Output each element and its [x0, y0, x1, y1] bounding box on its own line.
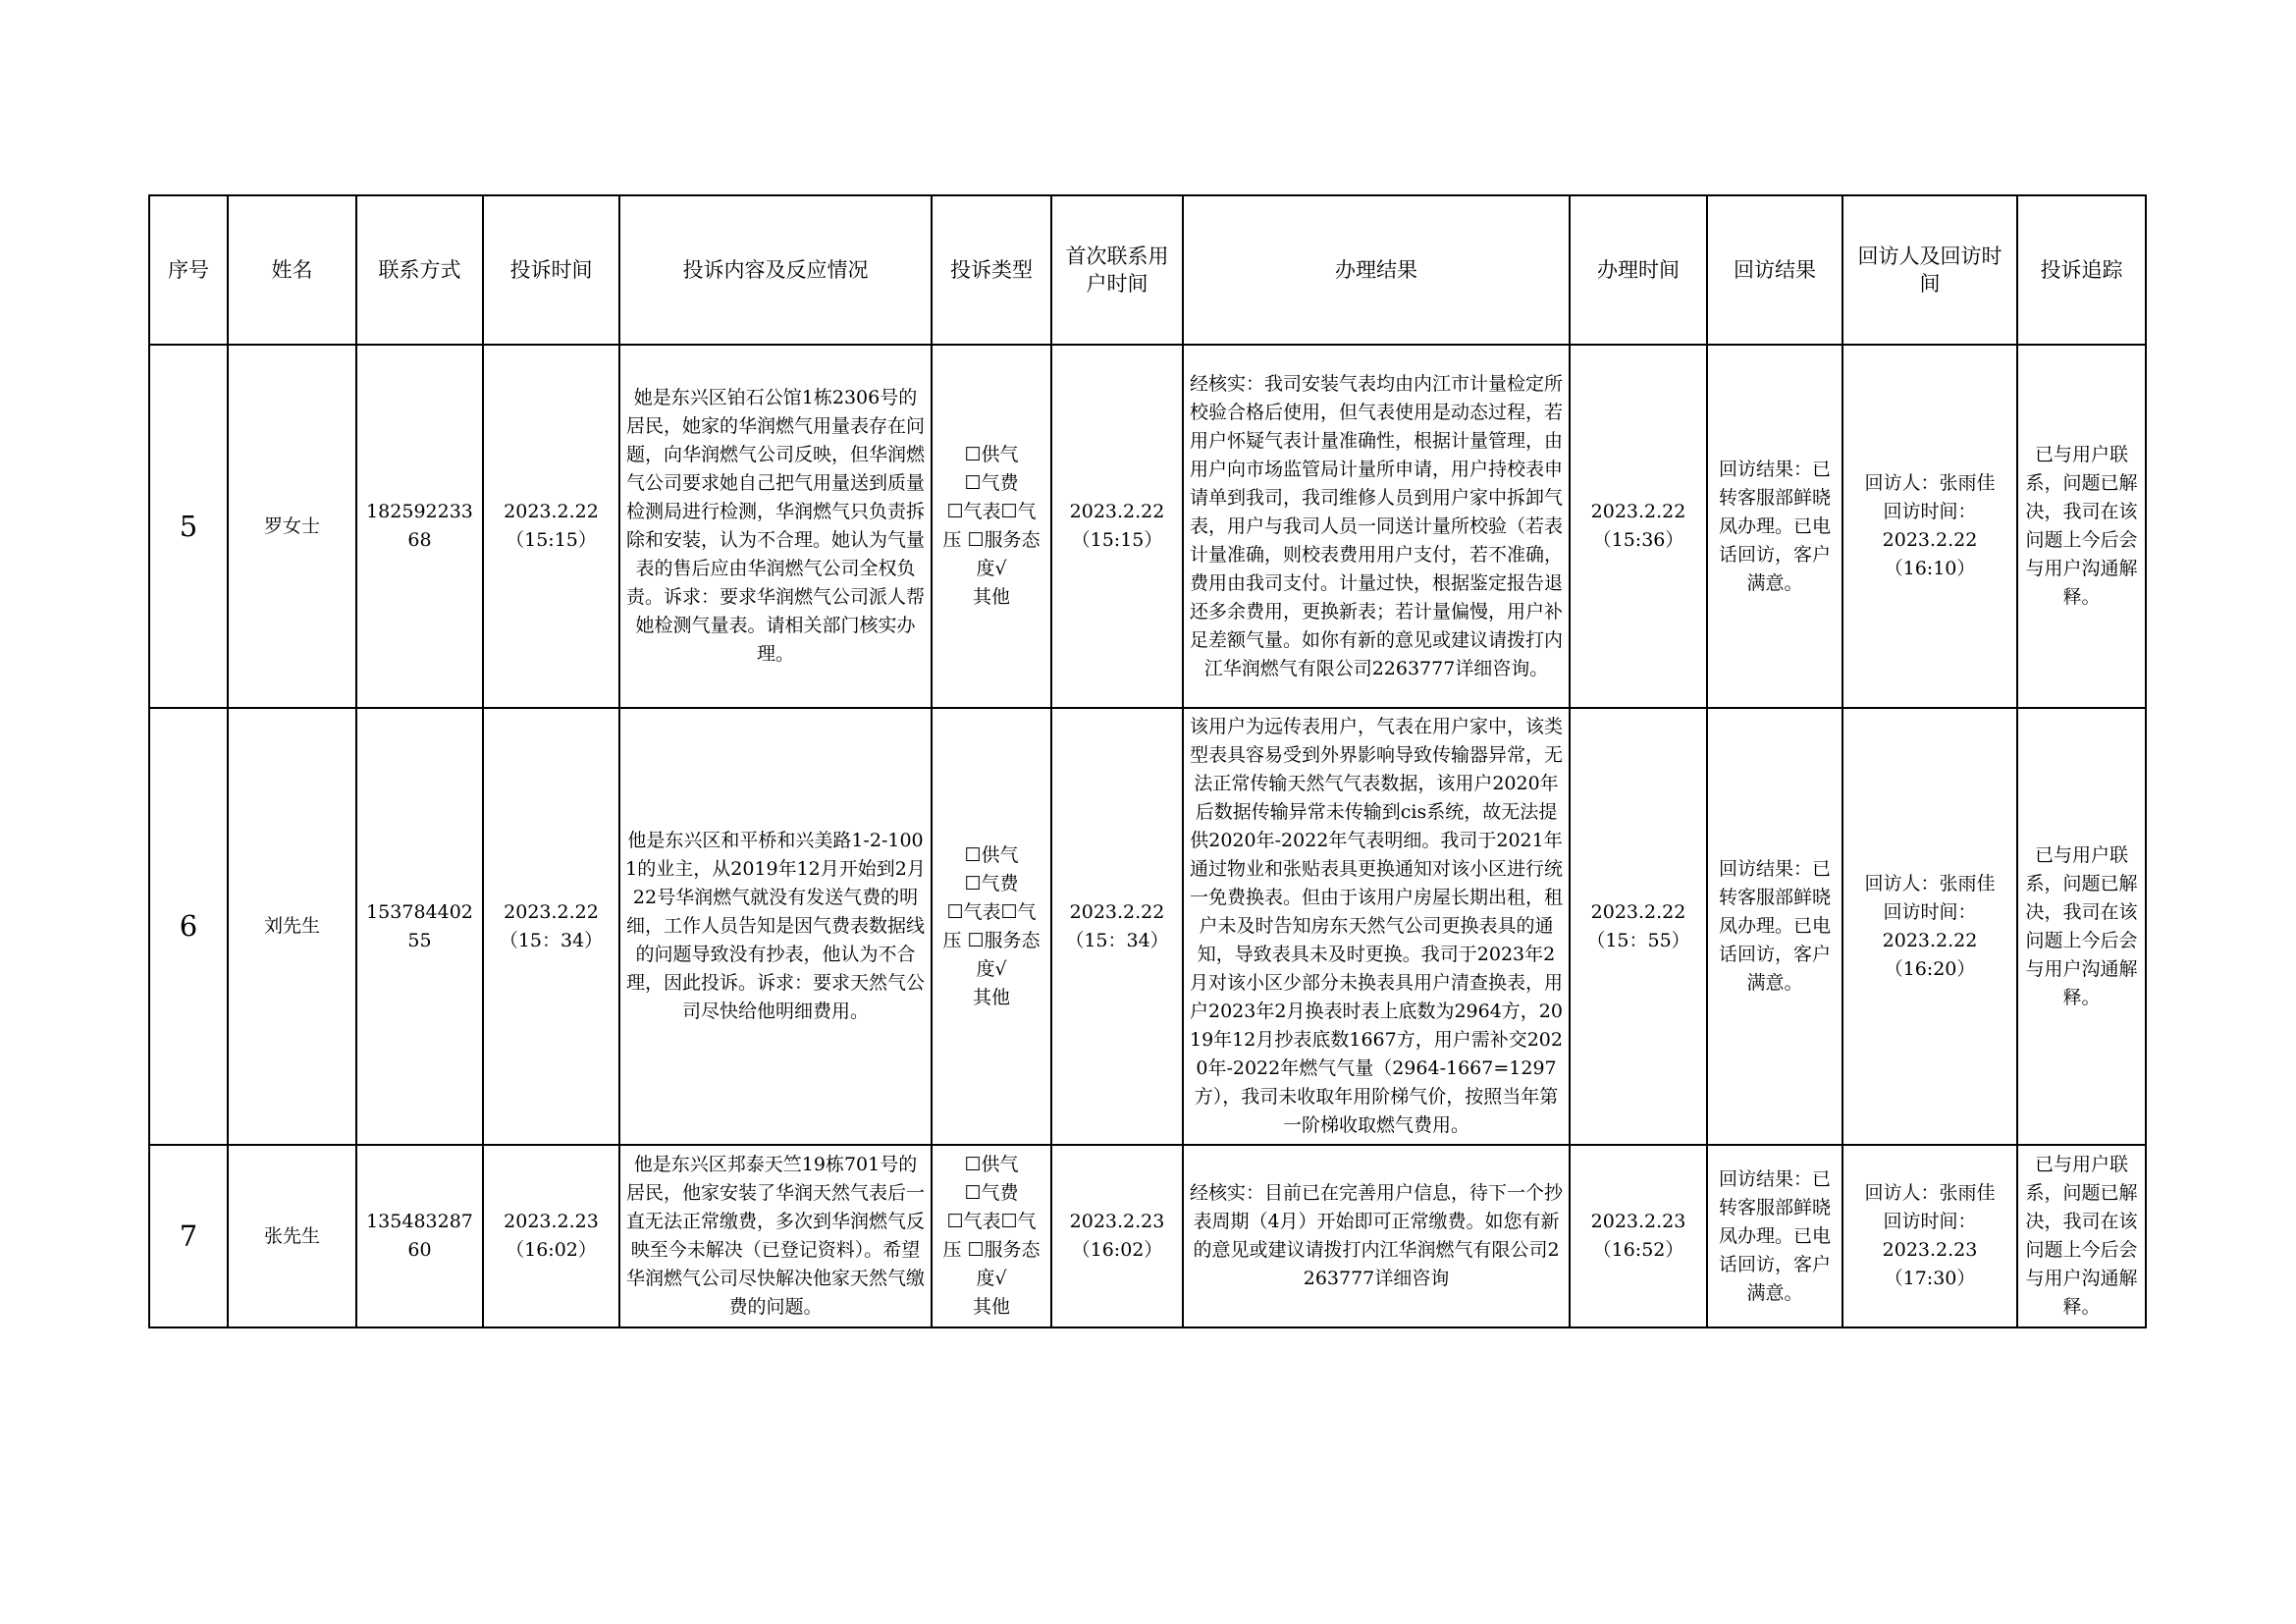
header-row [149, 195, 2146, 345]
header-tracking: 投诉追踪 [2017, 195, 2146, 345]
row-time: 2023.2.23 （16:02） [483, 1145, 619, 1327]
row-tracking: 已与用户联系，问题已解决，我司在该问题上今后会与用户沟通解释。 [2017, 708, 2146, 1145]
row-contact: 15378440255 [356, 708, 483, 1145]
row-callback-person: 回访人：张雨佳 回访时间： 2023.2.22 （16:10） [1842, 345, 2017, 708]
row-name: 刘先生 [228, 708, 356, 1145]
header-content: 投诉内容及反应情况 [619, 195, 932, 345]
row-callback-result: 回访结果：已转客服部鲜晓凤办理。已电话回访，客户满意。 [1707, 1145, 1842, 1327]
row-result: 经核实：我司安装气表均由内江市计量检定所校验合格后使用，但气表使用是动态过程，若用户怀疑气表计量准确性，根据计量管理，由用户向市场监管局计量所申请，用户持校表申请单到我司，我司维修人员到用户家中拆卸气表，用户与我司人员一同送计量所校验（若表计量准确，则校表费用用户支付，若不准确，费用由我司支付。计量过快，根据鉴定报告退还多余费用，更换新表；若计量偏慢，用户补足差额气量。如你有新的意见或建议请拨打内江华润燃气有限公司2263777详细咨询。 [1183, 345, 1570, 708]
row-type: ☐供气 ☐气费 ☐气表☐气压 ☐服务态度√ 其他 [932, 1145, 1051, 1327]
row-type: ☐供气 ☐气费 ☐气表☐气压 ☐服务态度√ 其他 [932, 708, 1051, 1145]
row-first-contact: 2023.2.23 （16:02） [1051, 1145, 1183, 1327]
header-contact: 联系方式 [356, 195, 483, 345]
row-name: 罗女士 [228, 345, 356, 708]
row-contact: 13548328760 [356, 1145, 483, 1327]
table-row [149, 1145, 2146, 1327]
header-callback-person: 回访人及回访时间 [1842, 195, 2017, 345]
row-seq: 6 [149, 708, 228, 1145]
row-first-contact: 2023.2.22 （15：34） [1051, 708, 1183, 1145]
header-first-contact: 首次联系用户时间 [1051, 195, 1183, 345]
table-row [149, 345, 2146, 708]
row-content: 他是东兴区和平桥和兴美路1-2-1001的业主，从2019年12月开始到2月22号华润燃气就没有发送气费的明细，工作人员告知是因气费表数据线的问题导致没有抄表，他认为不合理，因此投诉。诉求：要求天然气公司尽快给他明细费用。 [619, 708, 932, 1145]
row-tracking: 已与用户联系，问题已解决，我司在该问题上今后会与用户沟通解释。 [2017, 1145, 2146, 1327]
row-result: 经核实：目前已在完善用户信息，待下一个抄表周期（4月）开始即可正常缴费。如您有新的意见或建议请拨打内江华润燃气有限公司2263777详细咨询 [1183, 1145, 1570, 1327]
row-content: 他是东兴区邦泰天竺19栋701号的居民，他家安装了华润天然气表后一直无法正常缴费，多次到华润燃气反映至今未解决（已登记资料）。希望华润燃气公司尽快解决他家天然气缴费的问题。 [619, 1145, 932, 1327]
row-handle-time: 2023.2.22 （15：55） [1570, 708, 1707, 1145]
row-content: 她是东兴区铂石公馆1栋2306号的居民，她家的华润燃气用量表存在问题，向华润燃气公司反映，但华润燃气公司要求她自己把气用量送到质量检测局进行检测，华润燃气只负责拆除和安装，认为不合理。她认为气量表的售后应由华润燃气公司全权负责。诉求：要求华润燃气公司派人帮她检测气量表。请相关部门核实办理。 [619, 345, 932, 708]
row-callback-person: 回访人：张雨佳 回访时间： 2023.2.23 （17:30） [1842, 1145, 2017, 1327]
row-first-contact: 2023.2.22 （15:15） [1051, 345, 1183, 708]
header-seq: 序号 [149, 195, 228, 345]
row-time: 2023.2.22 （15:15） [483, 345, 619, 708]
header-handle-time: 办理时间 [1570, 195, 1707, 345]
row-time: 2023.2.22 （15：34） [483, 708, 619, 1145]
row-seq: 5 [149, 345, 228, 708]
header-callback-result: 回访结果 [1707, 195, 1842, 345]
row-type: ☐供气 ☐气费 ☐气表☐气压 ☐服务态度√ 其他 [932, 345, 1051, 708]
row-handle-time: 2023.2.23 （16:52） [1570, 1145, 1707, 1327]
row-seq: 7 [149, 1145, 228, 1327]
row-tracking: 已与用户联系，问题已解决，我司在该问题上今后会与用户沟通解释。 [2017, 345, 2146, 708]
row-callback-person: 回访人：张雨佳 回访时间： 2023.2.22 （16:20） [1842, 708, 2017, 1145]
header-time: 投诉时间 [483, 195, 619, 345]
row-name: 张先生 [228, 1145, 356, 1327]
header-type: 投诉类型 [932, 195, 1051, 345]
table-row [149, 708, 2146, 1145]
complaints-table [148, 194, 2147, 1328]
header-result: 办理结果 [1183, 195, 1570, 345]
row-callback-result: 回访结果：已转客服部鲜晓凤办理。已电话回访，客户满意。 [1707, 708, 1842, 1145]
header-name: 姓名 [228, 195, 356, 345]
row-contact: 18259223368 [356, 345, 483, 708]
row-callback-result: 回访结果：已转客服部鲜晓凤办理。已电话回访，客户满意。 [1707, 345, 1842, 708]
row-result: 该用户为远传表用户，气表在用户家中，该类型表具容易受到外界影响导致传输器异常，无法正常传输天然气气表数据，该用户2020年后数据传输异常未传输到cis系统，故无法提供2020年-2022年气表明细。我司于2021年通过物业和张贴表具更换通知对该小区进行统一免费换表。但由于该用户房屋长期出租，租户未及时告知房东天然气公司更换表具的通知，导致表具未及时更换。我司于2023年2月对该小区少部分未换表具用户清查换表，用户2023年2月换表时表上底数为2964方，2019年12月抄表底数1667方，用户需补交2020年-2022年燃气气量（2964-1667=1297方），我司未收取年用阶梯气价，按照当年第一阶梯收取燃气费用。 [1183, 708, 1570, 1145]
row-handle-time: 2023.2.22 （15:36） [1570, 345, 1707, 708]
